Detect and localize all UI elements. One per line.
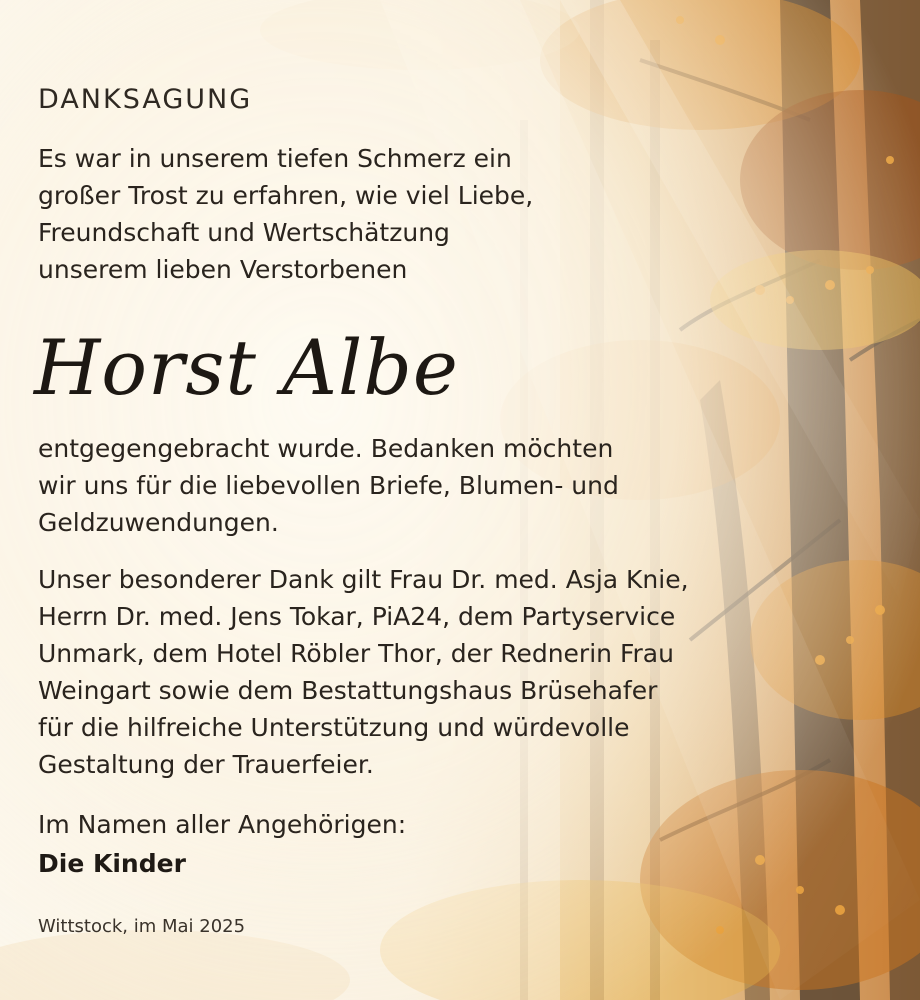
intro-paragraph — [38, 140, 533, 288]
place-date: Wittstock, im Mai 2025 — [38, 916, 246, 937]
thanks-line: Weingart sowie dem Bestattungshaus Brüsehafer — [38, 676, 658, 705]
special-thanks-paragraph — [38, 561, 689, 783]
notice-heading: DANKSAGUNG — [38, 84, 253, 115]
thanks-line: Unmark, dem Hotel Röbler Thor, der Rednerin Frau — [38, 639, 674, 668]
intro-line: großer Trost zu erfahren, wie viel Liebe, — [38, 181, 534, 210]
intro-line: unserem lieben Verstorbenen — [38, 255, 408, 284]
gratitude-paragraph — [38, 430, 619, 541]
gratitude-line: Geldzuwendungen. — [38, 508, 279, 537]
thanks-line: Herrn Dr. med. Jens Tokar, PiA24, dem Partyservice — [38, 602, 676, 631]
signature: Die Kinder — [38, 849, 186, 878]
intro-line: Es war in unserem tiefen Schmerz ein — [38, 144, 512, 173]
gratitude-line: entgegengebracht wurde. Bedanken möchten — [38, 434, 614, 463]
intro-line: Freundschaft und Wertschätzung — [38, 218, 450, 247]
thanks-line: Unser besonderer Dank gilt Frau Dr. med. Asja Knie, — [38, 565, 689, 594]
gratitude-line: wir uns für die liebevollen Briefe, Blumen- und — [38, 471, 619, 500]
thanks-line: für die hilfreiche Unterstützung und würdevolle — [38, 713, 630, 742]
on-behalf-line: Im Namen aller Angehörigen: — [38, 810, 407, 839]
deceased-name: Horst Albe — [34, 323, 459, 412]
thanks-line: Gestaltung der Trauerfeier. — [38, 750, 374, 779]
